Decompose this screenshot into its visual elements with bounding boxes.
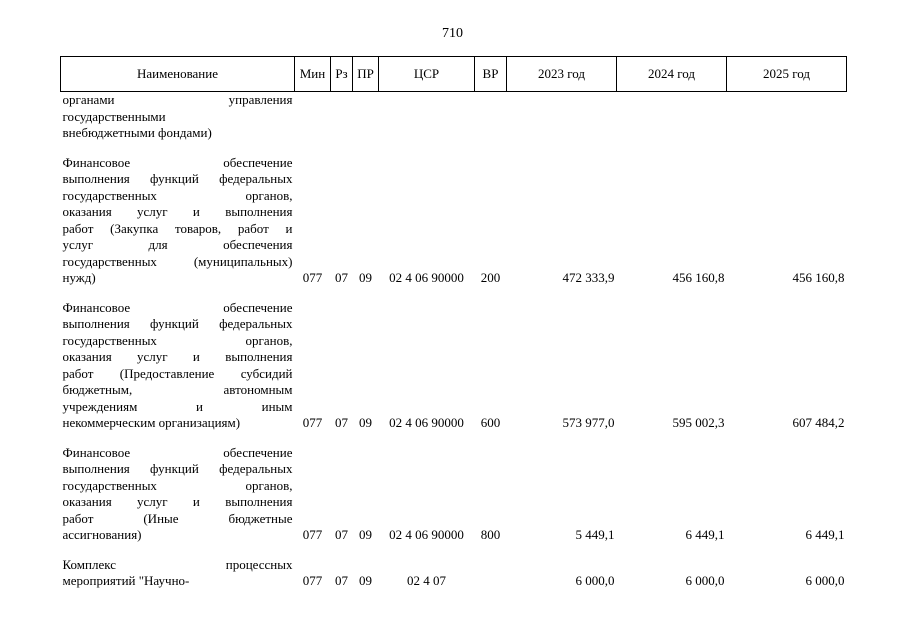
cell-min: 077	[302, 527, 323, 542]
name-line: оказания услуг и выполнения	[62, 204, 293, 219]
budget-table	[60, 56, 847, 590]
cell-2025: 607 484,2	[792, 415, 845, 430]
cell-csr	[379, 92, 475, 142]
header-name: Наименование	[61, 57, 295, 92]
cell-name	[61, 557, 295, 590]
name-line: учреждениям и иным	[62, 398, 293, 414]
name-line: выполнения функций федеральных	[62, 316, 293, 331]
name-line: услуг для обеспечения	[62, 237, 293, 252]
cell-2024: 456 160,8	[672, 270, 725, 285]
name-line: внебюджетными фондами)	[62, 125, 212, 140]
cell-min: 077	[302, 415, 323, 430]
table-header-row	[61, 57, 847, 92]
cell-2024: 595 002,3	[672, 415, 725, 430]
name-line: государственными	[62, 108, 166, 124]
name-line: выполнения функций федеральных	[62, 171, 293, 186]
name-line: государственных органов,	[62, 187, 293, 203]
name-line: работ (Иные бюджетные	[62, 510, 293, 526]
cell-rz	[331, 92, 353, 142]
header-2023: 2023 год	[507, 57, 617, 92]
cell-rz: 07	[335, 415, 348, 430]
spacer-cell	[61, 544, 847, 557]
name-line: государственных органов,	[62, 477, 293, 493]
row-spacer	[61, 544, 847, 557]
cell-2024: 6 449,1	[685, 527, 725, 542]
spacer-cell	[61, 287, 847, 300]
cell-2024	[617, 92, 727, 142]
cell-pr: 09	[359, 270, 372, 285]
row-spacer	[61, 432, 847, 445]
header-pr: ПР	[353, 57, 379, 92]
table-body	[61, 92, 847, 590]
cell-vr: 800	[480, 527, 501, 542]
cell-pr	[353, 92, 379, 142]
cell-csr: 02 4 06 90000	[389, 527, 464, 542]
name-line: ассигнования)	[62, 527, 142, 542]
cell-2023: 472 333,9	[562, 270, 615, 285]
name-line: работ (Закупка товаров, работ и	[62, 220, 293, 236]
cell-name	[61, 92, 295, 142]
header-2024: 2024 год	[617, 57, 727, 92]
name-line: работ (Предоставление субсидий	[62, 365, 293, 381]
table-row	[61, 155, 847, 287]
table-row	[61, 92, 847, 142]
header-2025: 2025 год	[727, 57, 847, 92]
header-rz: Рз	[331, 57, 353, 92]
name-line: Финансовое обеспечение	[62, 299, 293, 315]
name-line: органами управления	[62, 92, 293, 107]
cell-name	[61, 155, 295, 287]
cell-csr: 02 4 07	[407, 573, 446, 588]
header-vr: ВР	[475, 57, 507, 92]
name-line: бюджетным, автономным	[62, 382, 293, 397]
table-row	[61, 557, 847, 590]
cell-name	[61, 445, 295, 544]
name-line: выполнения функций федеральных	[62, 461, 293, 476]
row-spacer	[61, 142, 847, 155]
cell-name	[61, 300, 295, 432]
cell-pr: 09	[359, 415, 372, 430]
name-line: оказания услуг и выполнения	[62, 349, 293, 364]
table-row	[61, 445, 847, 544]
cell-rz: 07	[335, 527, 348, 542]
spacer-cell	[61, 142, 847, 155]
spacer-cell	[61, 432, 847, 445]
cell-vr	[475, 557, 507, 590]
header-csr: ЦСР	[379, 57, 475, 92]
cell-2023	[507, 92, 617, 142]
name-line: нужд)	[62, 270, 96, 285]
cell-2025	[727, 92, 847, 142]
name-line: государственных органов,	[62, 332, 293, 348]
cell-2023: 6 000,0	[575, 573, 615, 588]
name-line: государственных (муниципальных)	[62, 253, 293, 269]
cell-rz: 07	[335, 573, 348, 588]
name-line: Финансовое обеспечение	[62, 154, 293, 170]
name-line: Комплекс процессных	[62, 556, 293, 572]
cell-min: 077	[302, 270, 323, 285]
cell-pr: 09	[359, 527, 372, 542]
cell-vr: 200	[480, 270, 501, 285]
cell-2024: 6 000,0	[685, 573, 725, 588]
cell-2023: 5 449,1	[575, 527, 615, 542]
header-min: Мин	[295, 57, 331, 92]
cell-csr: 02 4 06 90000	[389, 415, 464, 430]
name-line: мероприятий "Научно-	[62, 573, 190, 588]
cell-2023: 573 977,0	[562, 415, 615, 430]
cell-2025: 6 000,0	[805, 573, 845, 588]
cell-min: 077	[302, 573, 323, 588]
cell-2025: 6 449,1	[805, 527, 845, 542]
name-line: оказания услуг и выполнения	[62, 494, 293, 509]
name-line: Финансовое обеспечение	[62, 444, 293, 460]
cell-min	[295, 92, 331, 142]
cell-pr: 09	[359, 573, 372, 588]
cell-vr	[475, 92, 507, 142]
row-spacer	[61, 287, 847, 300]
table-row	[61, 300, 847, 432]
page-number: 710	[442, 26, 463, 41]
name-line: некоммерческим организациям)	[62, 415, 241, 430]
cell-csr: 02 4 06 90000	[389, 270, 464, 285]
cell-vr: 600	[480, 415, 501, 430]
cell-rz: 07	[335, 270, 348, 285]
cell-2025: 456 160,8	[792, 270, 845, 285]
